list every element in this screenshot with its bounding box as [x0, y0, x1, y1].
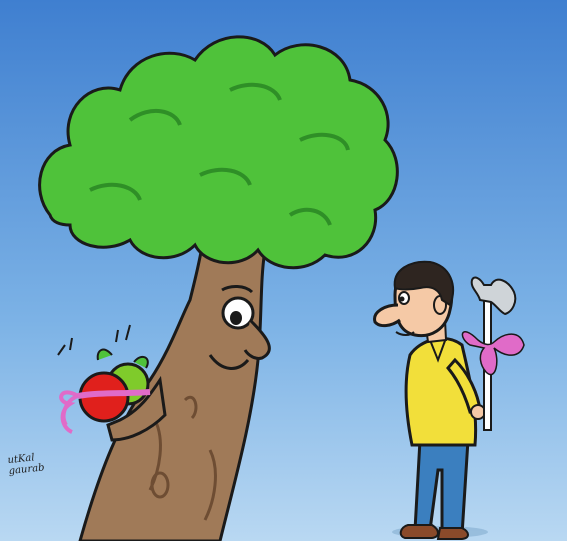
ribbon [78, 392, 150, 396]
shoe [401, 525, 438, 538]
signature-line-2: gaurab [8, 462, 46, 478]
jeans [415, 440, 468, 535]
signature-line-1: utKal [7, 452, 36, 467]
